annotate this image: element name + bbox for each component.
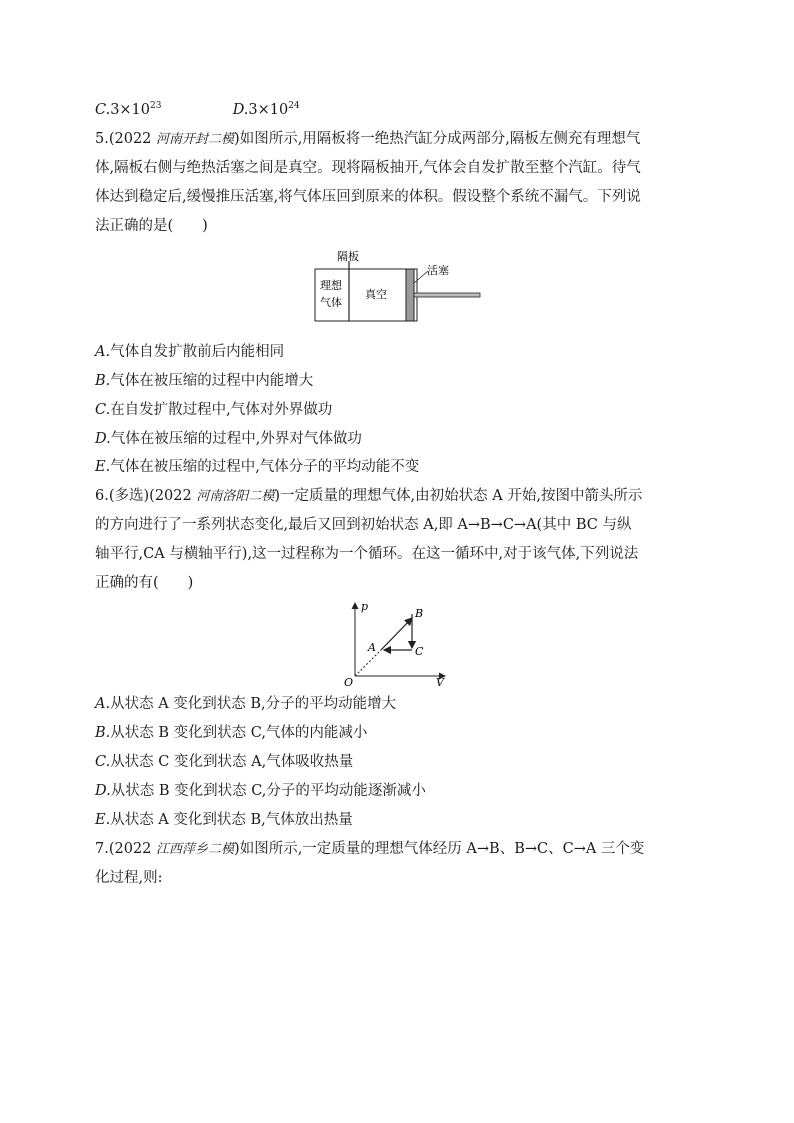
q7-number: 7. bbox=[95, 841, 109, 857]
q4-options-row bbox=[95, 100, 300, 120]
v-axis-label: V bbox=[436, 676, 444, 688]
q6-number: 6. bbox=[95, 488, 109, 504]
q6-stem-line-2: 的方向进行了一系列状态变化,最后又回到初始状态 A,即 A→B→C→A(其中 BC 与纵 bbox=[95, 517, 632, 533]
p-axis-label: p bbox=[361, 600, 369, 613]
point-b-label: B bbox=[415, 607, 424, 620]
gas-label-line-1: 理想 bbox=[320, 279, 342, 292]
gas-label-line-2: 气体 bbox=[320, 296, 342, 309]
q4-option-d: $D.3\times 10^{24}$ bbox=[232, 101, 300, 118]
origin-label: O bbox=[344, 676, 354, 688]
q5-stem-line-3: 体达到稳定后,缓慢推压活塞,将气体压回到原来的体积。假设整个系统不漏气。下列说 bbox=[95, 189, 641, 205]
q6-option-b: B.从状态 B 变化到状态 C,气体的内能减小 bbox=[95, 725, 368, 741]
point-c-label: C bbox=[415, 645, 424, 658]
partition-label: 隔板 bbox=[337, 250, 359, 263]
point-a-label: A bbox=[368, 641, 376, 654]
q6-pv-diagram bbox=[340, 598, 455, 688]
q6-option-c: C.从状态 C 变化到状态 A,气体吸收热量 bbox=[95, 754, 354, 770]
q5-option-b: B.气体在被压缩的过程中内能增大 bbox=[95, 373, 314, 389]
piston-label: 活塞 bbox=[427, 264, 449, 277]
q5-stem-line-4: 法正确的是( ) bbox=[95, 218, 208, 234]
q6-option-e: E.从状态 A 变化到状态 B,气体放出热量 bbox=[95, 812, 353, 828]
path-a-to-b bbox=[381, 618, 412, 650]
q6-stem-line-3: 轴平行,CA 与横轴平行),这一过程称为一个循环。在这一循环中,对于该气体,下列说法 bbox=[95, 546, 639, 562]
q4-option-c: $C.3\times 10^{23}$ bbox=[95, 101, 162, 118]
q5-stem-line-1: 5.(2022 河南开封二模)如图所示,用隔板将一绝热汽缸分成两部分,隔板左侧充有理想气 bbox=[95, 131, 641, 147]
piston bbox=[406, 269, 414, 321]
piston-leader bbox=[414, 271, 428, 283]
q5-option-c: C.在自发扩散过程中,气体对外界做功 bbox=[95, 402, 333, 418]
q5-option-d: D.气体在被压缩的过程中,外界对气体做功 bbox=[95, 431, 362, 447]
q7-stem-line-2: 化过程,则: bbox=[95, 870, 163, 886]
q7-source: 江西萍乡二模 bbox=[156, 842, 235, 857]
q5-number: 5. bbox=[95, 131, 109, 147]
vacuum-label: 真空 bbox=[365, 288, 387, 301]
q6-source: 河南洛阳二模 bbox=[196, 489, 275, 504]
q7-stem-line-1: 7.(2022 江西萍乡二模)如图所示,一定质量的理想气体经历 A→B、B→C、C→A 三个变 bbox=[95, 841, 645, 857]
q5-source: 河南开封二模 bbox=[156, 132, 235, 147]
q5-option-e: E.气体在被压缩的过程中,气体分子的平均动能不变 bbox=[95, 459, 420, 475]
q6-stem-line-1: 6.(多选)(2022 河南洛阳二模)一定质量的理想气体,由初始状态 A 开始,按图中箭头所示 bbox=[95, 488, 643, 504]
q5-cylinder-figure bbox=[305, 247, 490, 327]
q5-option-a: A.气体自发扩散前后内能相同 bbox=[95, 344, 285, 360]
piston-rod bbox=[414, 293, 480, 297]
q5-stem-line-2: 体,隔板右侧与绝热活塞之间是真空。现将隔板抽开,气体会自发扩散至整个汽缸。待气 bbox=[95, 160, 641, 176]
q6-stem-line-4: 正确的有( ) bbox=[95, 575, 194, 591]
q6-option-a: A.从状态 A 变化到状态 B,分子的平均动能增大 bbox=[95, 696, 397, 712]
q6-option-d: D.从状态 B 变化到状态 C,分子的平均动能逐渐减小 bbox=[95, 783, 426, 799]
